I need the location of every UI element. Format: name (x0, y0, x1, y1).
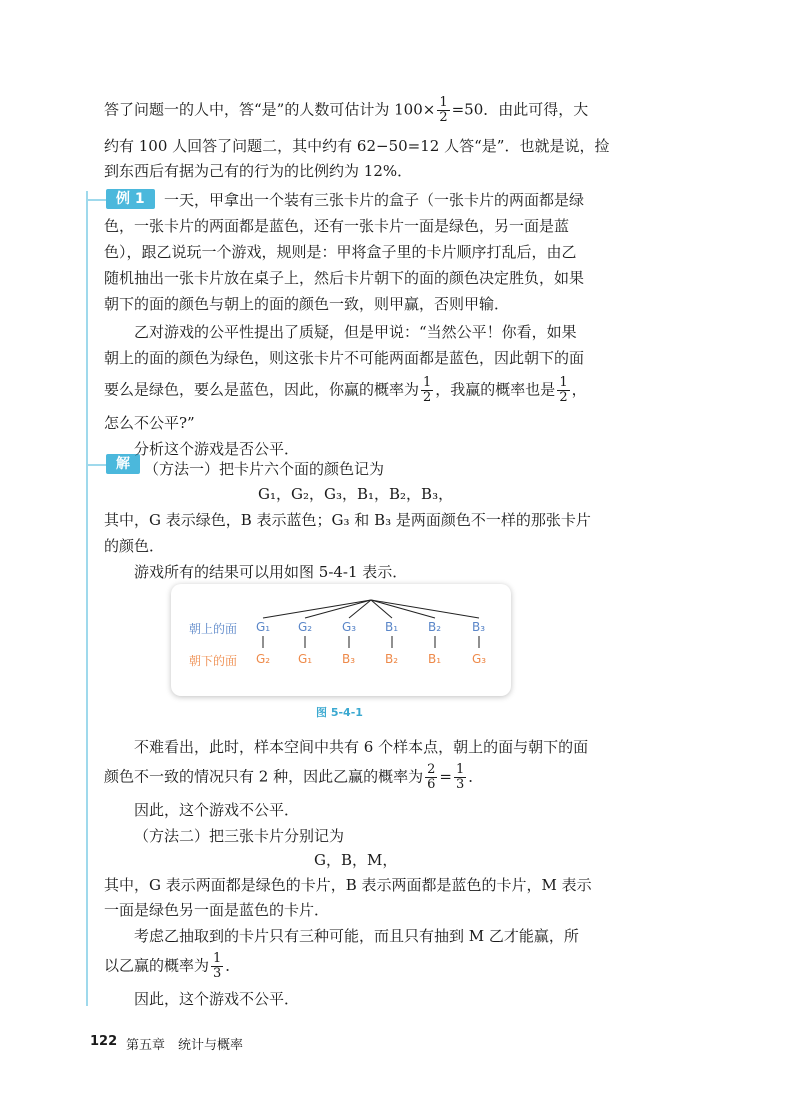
fraction: $\frac{2}{6}$ (427, 762, 436, 792)
down-face: B₁ (428, 652, 442, 666)
fraction: $\frac{1}{2}$ (423, 375, 432, 405)
example-tag-line (86, 199, 106, 201)
solution-text-line: （方法二）把三张卡片分别记为 (134, 827, 345, 845)
solution-result: 因此，这个游戏不公平． (134, 801, 300, 819)
example-text-line: 色），跟乙说玩一个游戏，规则是：甲将盒子里的卡片顺序打乱后，由乙 (104, 243, 577, 261)
up-face: B₂ (428, 620, 442, 634)
example-text-line: 朝下的面的颜色与朝上的面的颜色一致，则甲赢，否则甲输． (104, 295, 510, 313)
solution-text-line: 其中，G 表示两面都是绿色的卡片，B 表示两面都是蓝色的卡片，M 表示 (104, 876, 592, 894)
solution-text-line: 游戏所有的结果可以用如图 5-4-1 表示． (134, 563, 408, 581)
up-face: G₁ (256, 620, 271, 634)
example-text-line: 色，一张卡片的两面都是蓝色，还有一张卡片一面是绿色，另一面是蓝 (104, 217, 570, 235)
example-text-line: 要么是绿色，要么是蓝色，因此，你赢的概率为 $\frac{1}{2}$ ，我赢的概率也是 $\frac{1}{2}$ ， (104, 375, 587, 405)
fraction: $\frac{1}{2}$ (439, 95, 448, 125)
example-text-line: 乙对游戏的公平性提出了质疑，但是甲说：“当然公平！你看，如果 (134, 323, 577, 341)
solution-text-line: 不难看出，此时，样本空间中共有 6 个样本点，朝上的面与朝下的面 (134, 738, 589, 756)
down-face: G₁ (298, 652, 313, 666)
solution-result: 因此，这个游戏不公平． (134, 990, 300, 1008)
intro-line-2: 约有 100 人回答了问题二，其中约有 62−50=12 人答“是”．也就是说，捡 (104, 137, 610, 155)
solution-text-line: 考虑乙抽取到的卡片只有三种可能，而且只有抽到 M 乙才能赢，所 (134, 927, 579, 945)
cards-formula: G，B，M， (314, 851, 398, 869)
solution-text-line: 一面是绿色另一面是蓝色的卡片． (104, 901, 330, 919)
solution-text-line: （方法一）把卡片六个面的颜色记为 (144, 460, 385, 478)
example-side-bar (86, 191, 88, 1006)
down-face: B₃ (342, 652, 356, 666)
down-face: G₂ (256, 652, 271, 666)
up-face: G₂ (298, 620, 313, 634)
solution-tag: 解 (106, 454, 140, 474)
tree-lines (171, 584, 511, 696)
chapter-title: 第五章 统计与概率 (126, 1038, 244, 1053)
up-face: B₃ (472, 620, 486, 634)
faces-formula: G₁，G₂，G₃，B₁，B₂，B₃， (258, 485, 454, 503)
solution-text-line: 的颜色． (104, 537, 165, 555)
solution-text-line: 以乙赢的概率为 $\frac{1}{3}$ ． (104, 951, 241, 981)
page-number: 122 (90, 1034, 118, 1049)
intro-line-1: 答了问题一的人中，答“是”的人数可估计为 100× $\frac{1}{2}$ =50．由此可得，大 (104, 95, 589, 125)
solution-text-line: 颜色不一致的情况只有 2 种，因此乙赢的概率为 $\frac{2}{6}$ = $\frac{1}{3}$ ． (104, 762, 484, 792)
up-face: G₃ (342, 620, 357, 634)
example-text-line: 怎么不公平?” (104, 414, 195, 432)
example-text-line: 一天，甲拿出一个装有三张卡片的盒子（一张卡片的两面都是绿 (164, 191, 585, 209)
solution-tag-line (86, 464, 106, 466)
down-face: G₃ (472, 652, 487, 666)
up-face-label: 朝上的面 (189, 622, 238, 636)
fraction: $\frac{1}{3}$ (213, 951, 222, 981)
example-tag: 例 1 (106, 189, 155, 209)
example-text-line: 朝上的面的颜色为绿色，则这张卡片不可能两面都是蓝色，因此朝下的面 (104, 349, 585, 367)
tree-diagram (171, 584, 511, 696)
intro-line-3: 到东西后有据为己有的行为的比例约为 12%． (104, 162, 413, 180)
down-face: B₂ (385, 652, 399, 666)
up-face: B₁ (385, 620, 399, 634)
figure-caption: 图 5-4-1 (316, 706, 363, 719)
fraction: $\frac{1}{2}$ (559, 375, 568, 405)
fraction: $\frac{1}{3}$ (455, 762, 465, 792)
solution-text-line: 其中，G 表示绿色，B 表示蓝色；G₃ 和 B₃ 是两面颜色不一样的那张卡片 (104, 511, 591, 529)
example-task: 分析这个游戏是否公平． (134, 440, 300, 458)
example-text-line: 随机抽出一张卡片放在桌子上，然后卡片朝下的面的颜色决定胜负，如果 (104, 269, 585, 287)
down-face-label: 朝下的面 (189, 654, 238, 668)
